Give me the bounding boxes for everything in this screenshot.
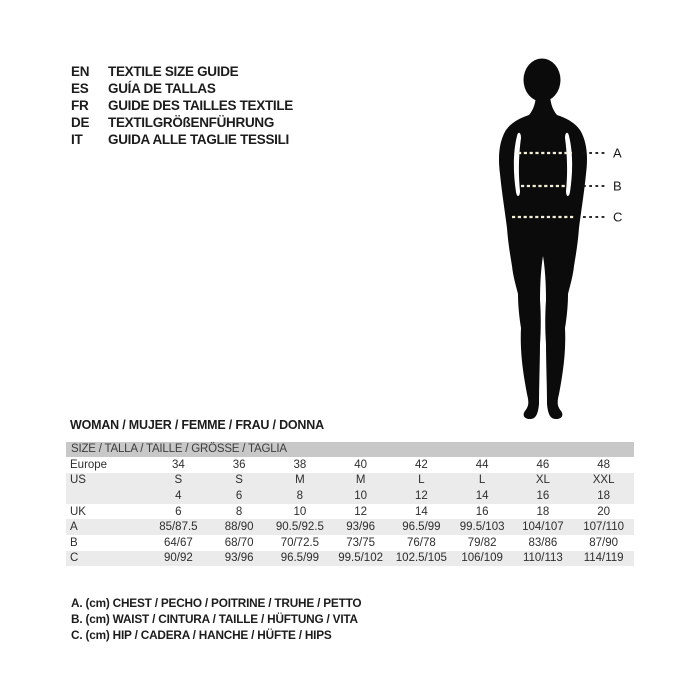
table-row-us-letter — [66, 473, 634, 489]
size-cell: L — [478, 474, 486, 487]
size-cell: 99.5/103 — [459, 521, 505, 534]
table-row-us-numeric — [66, 488, 634, 504]
language-row-en — [71, 63, 293, 80]
size-cell: M — [295, 474, 305, 487]
language-title: GUÍA DE TALLAS — [108, 81, 216, 96]
size-cell: 79/82 — [467, 536, 497, 549]
size-cell: 73/75 — [346, 536, 376, 549]
size-cell: 38 — [293, 458, 307, 471]
size-cell: 48 — [597, 458, 611, 471]
language-row-de — [71, 114, 293, 131]
size-cell: 83/86 — [528, 536, 558, 549]
table-row-chest — [66, 519, 634, 535]
size-cell: 70/72.5 — [280, 536, 320, 549]
language-title: TEXTILE SIZE GUIDE — [108, 64, 239, 79]
row-label: C — [70, 552, 79, 565]
size-cell: 40 — [354, 458, 368, 471]
language-row-it — [71, 131, 293, 148]
row-label: US — [70, 474, 86, 487]
language-code: IT — [71, 132, 83, 147]
size-cell: 76/78 — [406, 536, 436, 549]
size-cell: 85/87.5 — [159, 521, 198, 534]
size-cell: 12 — [354, 505, 368, 518]
size-cell: 18 — [597, 489, 611, 502]
size-cell: 18 — [536, 505, 550, 518]
chest-label: A — [613, 145, 622, 161]
size-cell: 99.5/102 — [338, 552, 383, 565]
size-cell: 10 — [293, 505, 307, 518]
size-cell: 8 — [296, 489, 304, 502]
language-title-list — [71, 63, 293, 148]
size-cell: 96.5/99 — [280, 552, 320, 565]
measurement-legend — [71, 595, 361, 644]
size-cell: 6 — [235, 489, 243, 502]
hip-label: C — [613, 209, 623, 225]
waist-label: B — [613, 178, 622, 194]
size-cell: 8 — [235, 505, 243, 518]
size-cell: 4 — [175, 489, 182, 502]
size-cell: 87/90 — [589, 536, 619, 549]
size-cell: 96.5/99 — [402, 521, 441, 534]
size-cell: 68/70 — [224, 536, 254, 549]
size-cell: L — [418, 474, 425, 487]
legend-waist: B. (cm) WAIST / CINTURA / TAILLE / HÜFTUNG / VITA — [71, 612, 358, 627]
language-row-fr — [71, 97, 293, 114]
size-cell: 90/92 — [163, 552, 193, 565]
size-cell: 110/113 — [522, 552, 563, 565]
size-cell: 90.5/92.5 — [275, 521, 324, 534]
table-row-europe — [66, 457, 634, 473]
table-row-waist — [66, 535, 634, 551]
row-label: Europe — [70, 458, 108, 471]
size-cell: 14 — [475, 489, 489, 502]
size-cell: 36 — [232, 458, 246, 471]
size-cell: S — [235, 474, 243, 487]
size-cell: 16 — [536, 489, 550, 502]
size-table — [66, 442, 634, 566]
size-cell: 34 — [171, 458, 185, 471]
legend-hip: C. (cm) HIP / CADERA / HANCHE / HÜFTE / HIPS — [71, 628, 332, 643]
size-cell: 64/67 — [163, 536, 193, 549]
language-code: EN — [71, 64, 90, 79]
size-cell: 104/107 — [522, 521, 564, 534]
row-label: B — [70, 536, 78, 549]
size-cell: 6 — [175, 505, 182, 518]
size-cell: 20 — [597, 505, 611, 518]
size-cell: 42 — [414, 458, 428, 471]
size-table-header: SIZE / TALLA / TAILLE / GRÖSSE / TAGLIA — [66, 442, 634, 457]
size-cell: XXL — [592, 474, 615, 487]
row-label: UK — [70, 505, 86, 518]
legend-chest: A. (cm) CHEST / PECHO / POITRINE / TRUHE / PETTO — [71, 596, 362, 610]
language-code: FR — [71, 98, 89, 113]
size-cell: 93/96 — [346, 521, 376, 534]
size-cell: 88/90 — [224, 521, 254, 534]
language-row-es — [71, 80, 293, 97]
size-cell: 14 — [414, 505, 428, 518]
size-cell: 46 — [536, 458, 550, 471]
language-title: GUIDA ALLE TAGLIE TESSILI — [108, 132, 289, 147]
woman-silhouette-figure — [455, 48, 635, 428]
table-row-hip — [66, 551, 634, 567]
size-cell: 12 — [414, 489, 428, 502]
language-title: GUIDE DES TAILLES TEXTILE — [108, 98, 294, 113]
size-cell: 106/109 — [461, 552, 503, 565]
language-code: ES — [71, 81, 89, 96]
size-cell: 114/119 — [583, 552, 624, 565]
size-cell: 107/110 — [583, 521, 624, 534]
size-cell: M — [355, 474, 366, 487]
size-cell: 102.5/105 — [395, 552, 447, 565]
row-label: A — [70, 521, 78, 534]
size-cell: S — [174, 474, 183, 487]
language-code: DE — [71, 115, 90, 130]
size-cell: 16 — [475, 505, 489, 518]
language-title: TEXTILGRÖßENFÜHRUNG — [108, 115, 275, 130]
size-cell: 44 — [475, 458, 489, 471]
section-title: WOMAN / MUJER / FEMME / FRAU / DONNA — [70, 418, 324, 432]
size-cell: XL — [535, 474, 550, 487]
table-row-uk — [66, 504, 634, 520]
size-cell: 93/96 — [224, 552, 254, 565]
size-cell: 10 — [354, 489, 368, 502]
silhouette-body — [499, 92, 587, 419]
